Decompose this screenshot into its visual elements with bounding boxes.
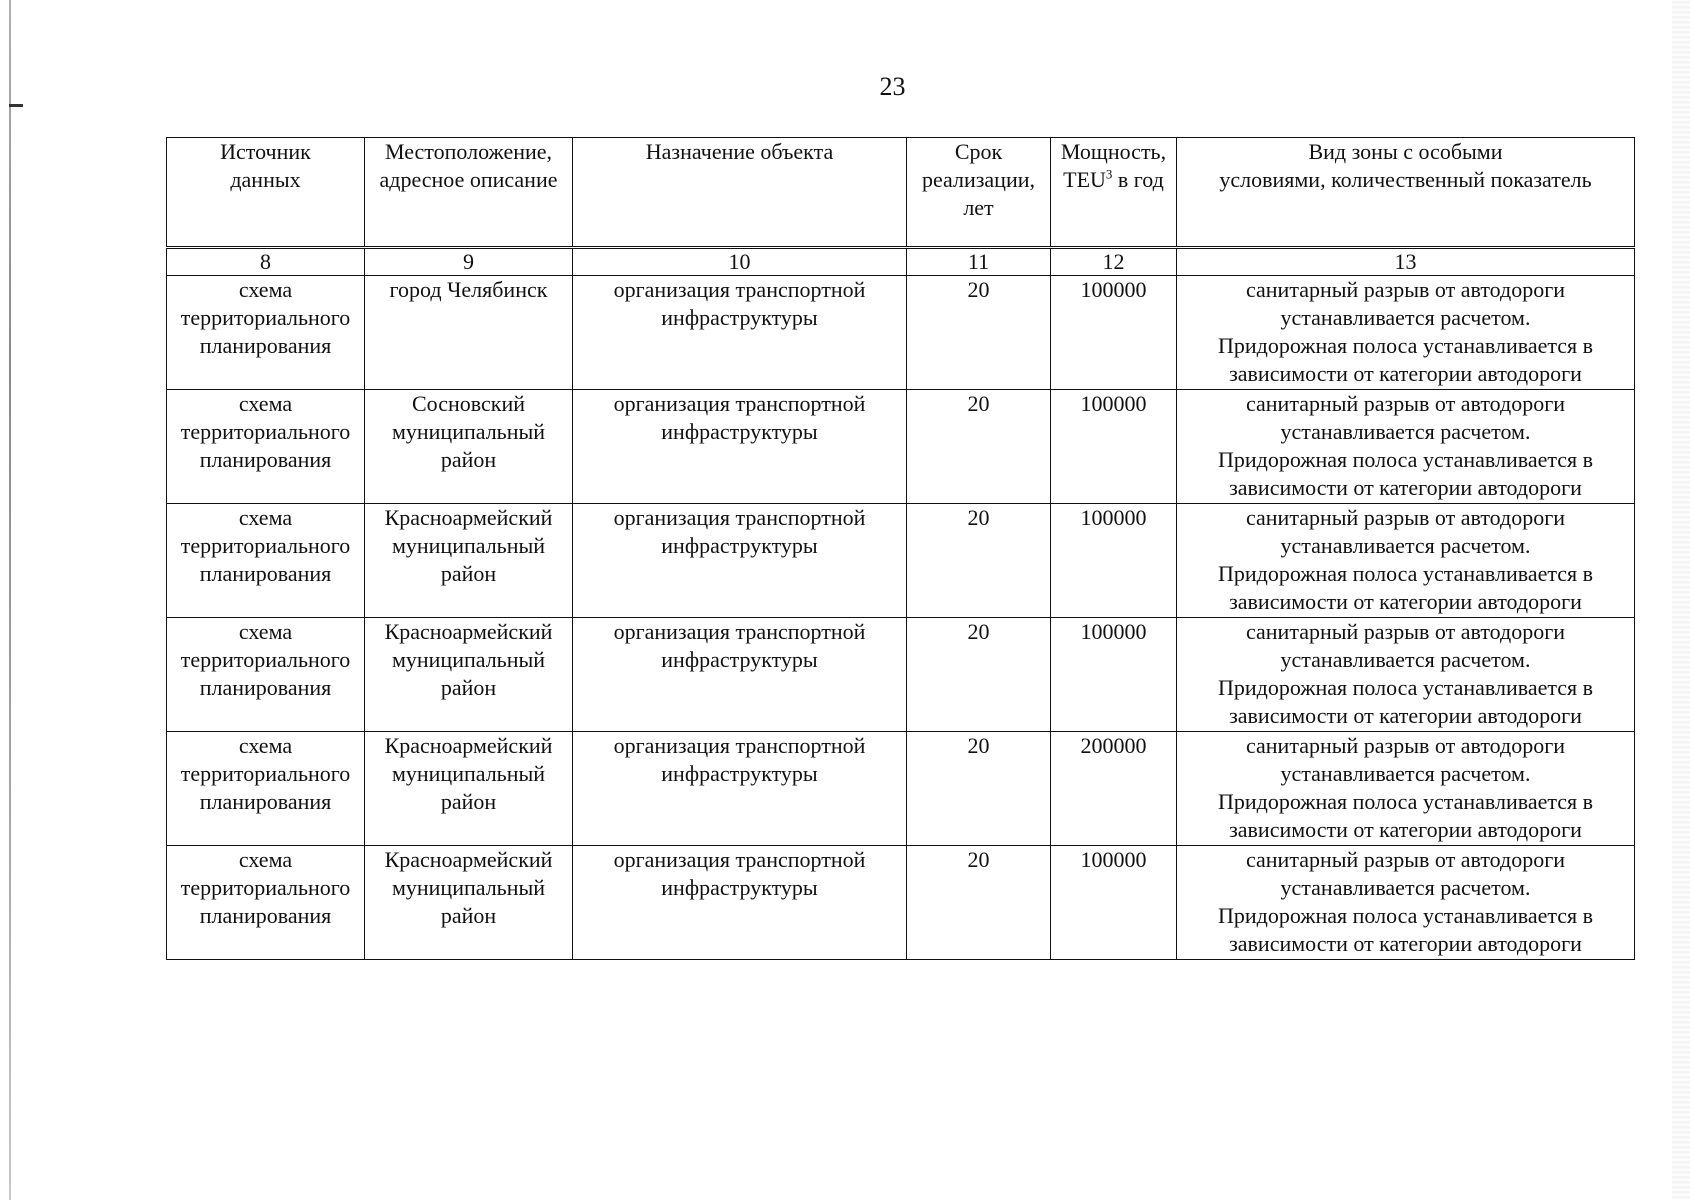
cell-zone: санитарный разрыв от автодороги устанавливается расчетом. Придорожная полоса устанавливается в зависимости от категории автодороги xyxy=(1177,504,1635,618)
scan-left-edge xyxy=(9,0,11,1200)
cell-source: схема территориального планирования xyxy=(167,504,365,618)
cell-purpose: организация транспортной инфраструктуры xyxy=(573,504,907,618)
cell-capacity: 100000 xyxy=(1051,618,1177,732)
cell-term: 20 xyxy=(907,390,1051,504)
cell-location: Красноармейский муниципальный район xyxy=(365,618,573,732)
header-capacity-footnote: 3 xyxy=(1105,166,1113,182)
cell-location: Красноармейский муниципальный район xyxy=(365,732,573,846)
cell-term: 20 xyxy=(907,732,1051,846)
column-number: 12 xyxy=(1051,248,1177,276)
cell-source: схема территориального планирования xyxy=(167,276,365,390)
cell-source: схема территориального планирования xyxy=(167,618,365,732)
cell-capacity: 100000 xyxy=(1051,504,1177,618)
scan-right-edge xyxy=(1672,0,1690,1200)
cell-zone: санитарный разрыв от автодороги устанавливается расчетом. Придорожная полоса устанавливается в зависимости от категории автодороги xyxy=(1177,732,1635,846)
cell-purpose: организация транспортной инфраструктуры xyxy=(573,390,907,504)
cell-capacity: 200000 xyxy=(1051,732,1177,846)
cell-zone: санитарный разрыв от автодороги устанавливается расчетом. Придорожная полоса устанавливается в зависимости от категории автодороги xyxy=(1177,276,1635,390)
cell-capacity: 100000 xyxy=(1051,390,1177,504)
column-number: 8 xyxy=(167,248,365,276)
scan-mark xyxy=(9,104,23,107)
page-number: 23 xyxy=(879,72,906,101)
table-row xyxy=(167,846,1635,960)
cell-source: схема территориального планирования xyxy=(167,732,365,846)
cell-location: Красноармейский муниципальный район xyxy=(365,846,573,960)
cell-purpose: организация транспортной инфраструктуры xyxy=(573,276,907,390)
data-table xyxy=(166,137,1635,960)
cell-zone: санитарный разрыв от автодороги устанавливается расчетом. Придорожная полоса устанавливается в зависимости от категории автодороги xyxy=(1177,390,1635,504)
cell-purpose: организация транспортной инфраструктуры xyxy=(573,846,907,960)
cell-capacity: 100000 xyxy=(1051,846,1177,960)
cell-term: 20 xyxy=(907,504,1051,618)
header-term: Срок реализации, лет xyxy=(907,138,1051,248)
cell-term: 20 xyxy=(907,276,1051,390)
header-capacity-label: Мощность, xyxy=(1060,139,1167,164)
header-source: Источник данных xyxy=(167,138,365,248)
cell-zone: санитарный разрыв от автодороги устанавливается расчетом. Придорожная полоса устанавливается в зависимости от категории автодороги xyxy=(1177,846,1635,960)
header-capacity-unit: TEU xyxy=(1063,167,1106,192)
cell-location: Красноармейский муниципальный район xyxy=(365,504,573,618)
table-row xyxy=(167,732,1635,846)
header-zone: Вид зоны с особыми условиями, количественный показатель xyxy=(1177,138,1635,248)
cell-location: город Челябинск xyxy=(365,276,573,390)
cell-capacity: 100000 xyxy=(1051,276,1177,390)
header-location: Местоположение, адресное описание xyxy=(365,138,573,248)
header-row xyxy=(167,138,1635,248)
cell-purpose: организация транспортной инфраструктуры xyxy=(573,618,907,732)
header-capacity xyxy=(1051,138,1177,248)
column-number: 13 xyxy=(1177,248,1635,276)
table-row xyxy=(167,618,1635,732)
cell-location: Сосновский муниципальный район xyxy=(365,390,573,504)
cell-purpose: организация транспортной инфраструктуры xyxy=(573,732,907,846)
column-number: 10 xyxy=(573,248,907,276)
cell-zone: санитарный разрыв от автодороги устанавливается расчетом. Придорожная полоса устанавливается в зависимости от категории автодороги xyxy=(1177,618,1635,732)
column-number: 11 xyxy=(907,248,1051,276)
column-number: 9 xyxy=(365,248,573,276)
cell-term: 20 xyxy=(907,618,1051,732)
cell-term: 20 xyxy=(907,846,1051,960)
cell-source: схема территориального планирования xyxy=(167,846,365,960)
table-row xyxy=(167,390,1635,504)
table-row xyxy=(167,276,1635,390)
header-capacity-suffix: в год xyxy=(1112,167,1164,192)
header-purpose: Назначение объекта xyxy=(573,138,907,248)
cell-source: схема территориального планирования xyxy=(167,390,365,504)
table-row xyxy=(167,504,1635,618)
column-number-row xyxy=(167,248,1635,276)
